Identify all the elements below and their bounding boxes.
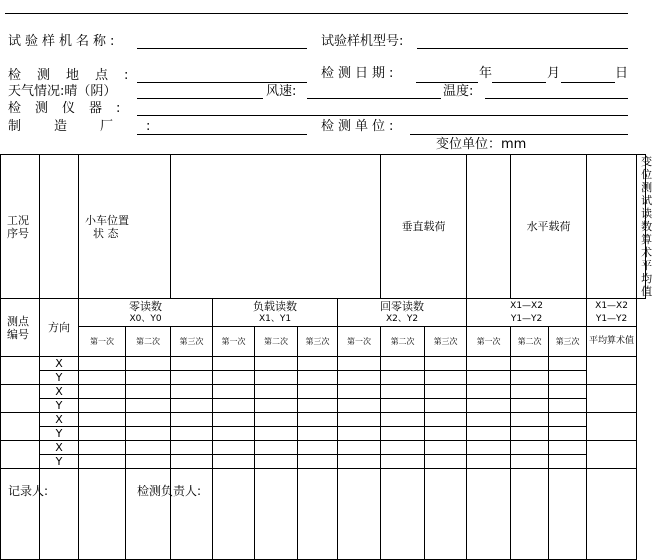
trolley-state: 状 态 bbox=[93, 226, 119, 240]
data-cell[interactable] bbox=[171, 385, 213, 399]
temp-label: 温度: bbox=[443, 84, 474, 99]
data-cell[interactable] bbox=[381, 371, 425, 385]
blank-cell bbox=[40, 155, 79, 299]
test-unit-label: 检测单位: bbox=[321, 119, 398, 134]
data-cell[interactable] bbox=[467, 371, 511, 385]
diff-second: 第二次 bbox=[511, 327, 549, 357]
point-cell[interactable] bbox=[1, 441, 40, 469]
data-cell[interactable] bbox=[171, 371, 213, 385]
data-cell[interactable] bbox=[511, 357, 549, 371]
sample-model-label: 试验样机型号: bbox=[321, 34, 404, 49]
data-cell[interactable] bbox=[425, 357, 467, 371]
data-cell[interactable] bbox=[587, 469, 637, 560]
data-cell[interactable] bbox=[425, 455, 467, 469]
data-cell[interactable] bbox=[381, 427, 425, 441]
load-first: 第一次 bbox=[213, 327, 255, 357]
weather-label: 天气情况:晴（阴） bbox=[8, 84, 117, 99]
data-cell[interactable] bbox=[511, 371, 549, 385]
trolley-position: 小车位置 bbox=[85, 213, 129, 227]
data-cell[interactable] bbox=[126, 455, 171, 469]
instrument-field[interactable] bbox=[137, 115, 628, 116]
data-cell[interactable] bbox=[511, 427, 549, 441]
zero-reading-xy: X0、Y0 bbox=[129, 313, 162, 324]
diff-third: 第三次 bbox=[549, 327, 587, 357]
data-cell[interactable] bbox=[381, 357, 425, 371]
data-cell[interactable] bbox=[587, 385, 637, 413]
data-cell[interactable] bbox=[79, 427, 126, 441]
data-cell[interactable] bbox=[171, 455, 213, 469]
data-cell[interactable] bbox=[511, 385, 549, 399]
data-cell[interactable] bbox=[255, 371, 298, 385]
data-cell[interactable] bbox=[213, 357, 255, 371]
data-cell[interactable] bbox=[467, 469, 511, 560]
data-cell[interactable] bbox=[338, 455, 381, 469]
data-cell[interactable] bbox=[79, 371, 126, 385]
data-cell[interactable] bbox=[171, 427, 213, 441]
data-cell[interactable] bbox=[213, 455, 255, 469]
data-cell[interactable] bbox=[467, 413, 511, 427]
data-cell[interactable] bbox=[549, 357, 587, 371]
data-cell[interactable] bbox=[467, 357, 511, 371]
zero-reading-header bbox=[79, 299, 213, 327]
data-cell[interactable] bbox=[381, 441, 425, 455]
data-cell[interactable] bbox=[338, 469, 381, 560]
data-cell[interactable] bbox=[126, 371, 171, 385]
year-label: 年 bbox=[479, 66, 493, 81]
blank-cell bbox=[587, 155, 637, 299]
data-cell[interactable] bbox=[213, 469, 255, 560]
data-cell[interactable] bbox=[79, 413, 126, 427]
data-cell[interactable] bbox=[126, 441, 171, 455]
data-cell[interactable] bbox=[255, 399, 298, 413]
avg-header: 变位测试读数算术平均值 bbox=[637, 155, 646, 299]
header-row-3 bbox=[1, 327, 646, 357]
data-cell[interactable] bbox=[298, 357, 338, 371]
data-cell[interactable] bbox=[338, 441, 381, 455]
data-cell[interactable] bbox=[549, 399, 587, 413]
point-cell[interactable] bbox=[1, 385, 40, 413]
sample-name-label: 试验样机名称: bbox=[8, 34, 119, 49]
test-unit-field[interactable] bbox=[410, 134, 628, 135]
manufacturer-field[interactable] bbox=[137, 134, 307, 135]
table-row bbox=[1, 371, 646, 385]
load-reading-label: 负载读数 bbox=[253, 299, 297, 313]
data-cell[interactable] bbox=[255, 455, 298, 469]
temp-field[interactable] bbox=[485, 98, 628, 99]
table-row bbox=[1, 357, 646, 371]
data-cell[interactable] bbox=[79, 399, 126, 413]
avg-diff-y: Y1—Y2 bbox=[595, 313, 628, 324]
data-cell[interactable] bbox=[338, 427, 381, 441]
data-cell[interactable] bbox=[171, 441, 213, 455]
data-cell[interactable] bbox=[255, 427, 298, 441]
dir-x: X bbox=[40, 385, 79, 399]
dir-y: Y bbox=[40, 455, 79, 469]
return-reading-header bbox=[338, 299, 467, 327]
zero-reading-label: 零读数 bbox=[129, 299, 162, 313]
data-cell[interactable] bbox=[298, 441, 338, 455]
data-cell[interactable] bbox=[126, 427, 171, 441]
data-cell[interactable] bbox=[255, 385, 298, 399]
data-cell[interactable] bbox=[381, 455, 425, 469]
data-cell[interactable] bbox=[255, 441, 298, 455]
return-reading-xy: X2、Y2 bbox=[385, 313, 419, 324]
data-cell[interactable] bbox=[79, 441, 126, 455]
data-cell[interactable] bbox=[549, 455, 587, 469]
test-date-label: 检测日期: bbox=[321, 66, 398, 81]
table-row bbox=[1, 413, 646, 427]
data-cell[interactable] bbox=[425, 413, 467, 427]
data-cell[interactable] bbox=[511, 413, 549, 427]
data-cell[interactable] bbox=[298, 469, 338, 560]
test-site-label: 检测地点: bbox=[8, 68, 145, 83]
point-cell[interactable] bbox=[1, 357, 40, 385]
point-no-header: 测点编号 bbox=[1, 299, 40, 357]
data-cell[interactable] bbox=[171, 399, 213, 413]
top-rule bbox=[5, 13, 628, 14]
data-cell[interactable] bbox=[298, 413, 338, 427]
data-cell[interactable] bbox=[79, 455, 126, 469]
data-cell[interactable] bbox=[467, 385, 511, 399]
data-table bbox=[0, 154, 652, 560]
data-cell[interactable] bbox=[79, 469, 126, 560]
wind-field[interactable] bbox=[307, 98, 441, 99]
displacement-unit: 变位单位：mm bbox=[436, 137, 527, 152]
data-cell[interactable] bbox=[549, 469, 587, 560]
header-row-2 bbox=[1, 299, 646, 327]
data-cell[interactable] bbox=[511, 455, 549, 469]
blank-cell bbox=[171, 155, 381, 299]
data-cell[interactable] bbox=[213, 441, 255, 455]
data-cell[interactable] bbox=[126, 385, 171, 399]
manufacturer-label: 制造厂: bbox=[8, 119, 184, 134]
data-cell[interactable] bbox=[338, 357, 381, 371]
data-cell[interactable] bbox=[213, 385, 255, 399]
data-cell[interactable] bbox=[171, 357, 213, 371]
data-cell[interactable] bbox=[425, 399, 467, 413]
load-reading-header bbox=[213, 299, 338, 327]
weather-field[interactable] bbox=[137, 98, 263, 99]
condition-no-header: 工况序号 bbox=[1, 155, 40, 299]
data-cell[interactable] bbox=[381, 469, 425, 560]
trolley-header bbox=[79, 155, 171, 299]
table-row bbox=[1, 441, 646, 455]
dir-x: X bbox=[40, 441, 79, 455]
data-cell[interactable] bbox=[338, 371, 381, 385]
sample-name-field[interactable] bbox=[137, 48, 307, 49]
point-cell[interactable] bbox=[1, 413, 40, 441]
data-cell[interactable] bbox=[549, 427, 587, 441]
diff-x: X1—X2 bbox=[510, 300, 543, 311]
data-cell[interactable] bbox=[549, 413, 587, 427]
dir-x: X bbox=[40, 413, 79, 427]
date-month-field[interactable] bbox=[492, 82, 546, 83]
data-cell[interactable] bbox=[549, 371, 587, 385]
load-second: 第二次 bbox=[255, 327, 298, 357]
data-cell[interactable] bbox=[425, 469, 467, 560]
data-cell[interactable] bbox=[213, 413, 255, 427]
table-row-blank bbox=[1, 469, 646, 560]
data-cell[interactable] bbox=[298, 455, 338, 469]
zero-second: 第二次 bbox=[126, 327, 171, 357]
data-cell[interactable] bbox=[549, 385, 587, 399]
avg-value-header: 平均算术值 bbox=[587, 327, 637, 357]
data-cell[interactable] bbox=[511, 441, 549, 455]
data-cell[interactable] bbox=[298, 371, 338, 385]
test-site-field[interactable] bbox=[137, 82, 307, 83]
instrument-label: 检测仪器: bbox=[8, 101, 135, 116]
data-cell[interactable] bbox=[587, 441, 637, 469]
header-row-1 bbox=[1, 155, 646, 299]
data-cell[interactable] bbox=[587, 413, 637, 441]
data-cell[interactable] bbox=[298, 385, 338, 399]
avg-diff-x: X1—X2 bbox=[595, 300, 628, 311]
data-cell[interactable] bbox=[171, 413, 213, 427]
data-cell[interactable] bbox=[213, 399, 255, 413]
diff-first: 第一次 bbox=[467, 327, 511, 357]
data-cell[interactable] bbox=[213, 371, 255, 385]
data-cell[interactable] bbox=[549, 441, 587, 455]
data-cell[interactable] bbox=[255, 469, 298, 560]
data-cell[interactable] bbox=[425, 371, 467, 385]
zero-first: 第一次 bbox=[79, 327, 126, 357]
data-cell[interactable] bbox=[255, 357, 298, 371]
data-cell[interactable] bbox=[381, 399, 425, 413]
wind-label: 风速: bbox=[266, 84, 297, 99]
data-cell[interactable] bbox=[467, 427, 511, 441]
dir-x: X bbox=[40, 357, 79, 371]
data-cell[interactable] bbox=[79, 385, 126, 399]
diff-y: Y1—Y2 bbox=[510, 313, 543, 324]
return-third: 第三次 bbox=[425, 327, 467, 357]
data-cell[interactable] bbox=[255, 413, 298, 427]
vertical-load-header: 垂直载荷 bbox=[381, 155, 467, 299]
data-cell[interactable] bbox=[126, 399, 171, 413]
data-cell[interactable] bbox=[381, 385, 425, 399]
zero-third: 第三次 bbox=[171, 327, 213, 357]
month-label: 月 bbox=[547, 66, 561, 81]
data-cell[interactable] bbox=[338, 413, 381, 427]
data-cell[interactable] bbox=[126, 357, 171, 371]
return-first: 第一次 bbox=[338, 327, 381, 357]
return-reading-label: 回零读数 bbox=[380, 299, 425, 313]
data-cell[interactable] bbox=[381, 413, 425, 427]
table-row bbox=[1, 399, 646, 413]
data-cell[interactable] bbox=[79, 357, 126, 371]
data-cell[interactable] bbox=[298, 399, 338, 413]
horizontal-load-header: 水平载荷 bbox=[511, 155, 587, 299]
blank-cell bbox=[467, 155, 511, 299]
recorder-label: 记录人: bbox=[8, 484, 49, 498]
day-label: 日 bbox=[615, 66, 629, 81]
data-cell[interactable] bbox=[425, 441, 467, 455]
data-cell[interactable] bbox=[467, 455, 511, 469]
data-cell[interactable] bbox=[338, 399, 381, 413]
table-row bbox=[1, 455, 646, 469]
data-cell[interactable] bbox=[587, 357, 637, 385]
data-cell[interactable] bbox=[467, 399, 511, 413]
sample-model-field[interactable] bbox=[417, 48, 628, 49]
data-cell[interactable] bbox=[467, 441, 511, 455]
dir-y: Y bbox=[40, 399, 79, 413]
data-cell[interactable] bbox=[126, 413, 171, 427]
dir-y: Y bbox=[40, 427, 79, 441]
diff-header bbox=[467, 299, 587, 327]
date-year-field[interactable] bbox=[416, 82, 478, 83]
return-second: 第二次 bbox=[381, 327, 425, 357]
table-row bbox=[1, 427, 646, 441]
data-cell[interactable] bbox=[338, 385, 381, 399]
data-cell[interactable] bbox=[425, 427, 467, 441]
direction-header: 方向 bbox=[40, 299, 79, 357]
load-reading-xy: X1、Y1 bbox=[258, 313, 292, 324]
load-third: 第三次 bbox=[298, 327, 338, 357]
responsible-label: 检测负责人: bbox=[137, 484, 202, 498]
table-row bbox=[1, 385, 646, 399]
data-cell[interactable] bbox=[511, 399, 549, 413]
dir-y: Y bbox=[40, 371, 79, 385]
data-cell[interactable] bbox=[298, 427, 338, 441]
data-cell[interactable] bbox=[425, 385, 467, 399]
data-cell[interactable] bbox=[213, 427, 255, 441]
avg-diff-header bbox=[587, 299, 637, 327]
data-cell[interactable] bbox=[511, 469, 549, 560]
date-day-field[interactable] bbox=[561, 82, 615, 83]
